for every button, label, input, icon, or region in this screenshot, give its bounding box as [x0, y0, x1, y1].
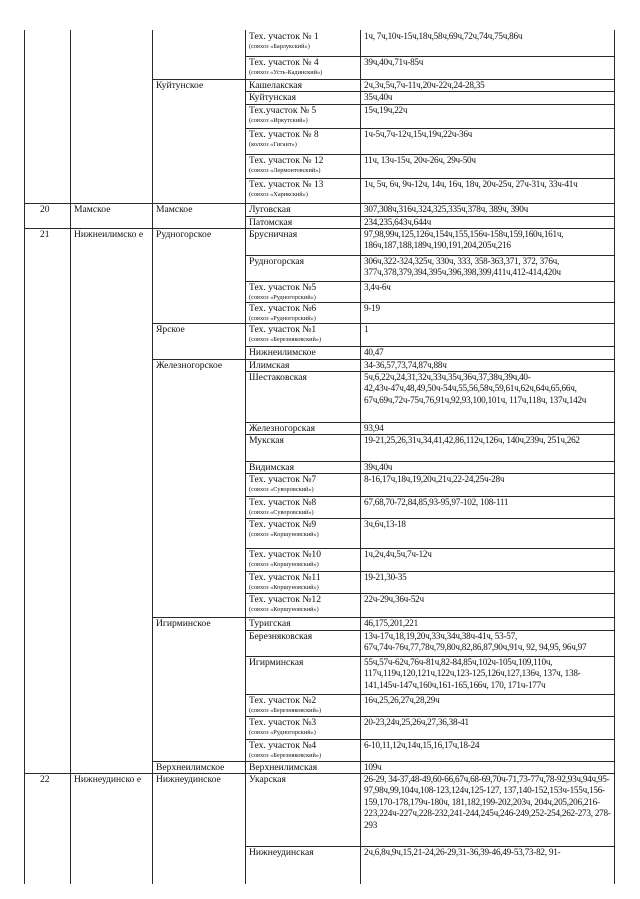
column-border-1	[70, 30, 71, 884]
section-owner-label: (совхоз «Суворовский»)	[249, 509, 314, 516]
section-cell	[249, 229, 358, 241]
quarters-list: 46,175,201,221	[364, 618, 418, 628]
district-name: Мамское	[74, 204, 111, 215]
section-cell	[249, 217, 358, 229]
section-cell	[249, 618, 358, 630]
section-name: Видимская	[249, 462, 295, 473]
section-owner-label: (совхоз «Рудногорский»)	[249, 294, 316, 301]
quarters-list: 55ч,57ч-62ч,76ч-81ч,82-84,85ч,102ч-105ч,109,110ч, 117ч,119ч,120,121ч,122ч,123-125,126ч,127,136ч, 137ч, 138-141,145ч-147ч,160ч,161-165,166ч, 170, 171ч-177ч	[364, 657, 581, 690]
section-owner-label: (совхоз «Иркутский»)	[249, 117, 308, 124]
section-cell	[249, 303, 358, 323]
section-name: Тех. участок №5	[249, 282, 317, 293]
section-cell	[249, 92, 358, 104]
quarters-list: 39ч,40ч	[364, 462, 393, 472]
section-owner-label: (совхоз «Суворовский»)	[249, 486, 314, 493]
section-cell	[249, 324, 358, 344]
quarters-list: 1ч-5ч,7ч-12ч,15ч,19ч,22ч-36ч	[364, 129, 473, 139]
section-name: Куйтунская	[249, 92, 297, 103]
section-cell	[249, 657, 358, 669]
quarters-list: 6-10,11,12ч,14ч,15,16,17ч,18-24	[364, 740, 480, 750]
quarters-list: 2ч,6,8ч,9ч,15,21-24,26-29,31-36,39-46,49-53,73-82, 91-	[364, 847, 561, 857]
section-name: Луговская	[249, 204, 291, 215]
section-name: Тех. участок №9	[249, 519, 317, 530]
quarters-list: 13ч-17ч,18,19,20ч,33ч,34ч,38ч-41ч, 53-57, 67ч,74ч-76ч,77,78ч,79,80ч,82,86,87,90ч,91ч, 92, 94,95, 96ч,97	[364, 631, 587, 653]
quarters-list: 34-36,57,73,74,87ч,88ч	[364, 360, 447, 370]
quarters-list: 1ч, 5ч, 6ч, 9ч-12ч, 14ч, 16ч, 18ч, 20ч-25ч, 27ч-31ч, 33ч-41ч	[364, 179, 578, 189]
quarters-list: 306ч,322-324,325ч, 330ч, 333, 358-363,371, 372, 376ч, 377ч,378,379,394,395ч,396,398,399,411ч,412-414,420ч	[364, 256, 561, 278]
section-owner-label: (совхоз «Коршуновский»)	[249, 531, 319, 538]
section-cell	[249, 594, 358, 614]
section-name: Тех. участок №4	[249, 740, 317, 751]
section-name: Тех. участок № 1	[249, 31, 319, 42]
section-cell	[249, 435, 358, 447]
column-border-3	[245, 30, 246, 884]
section-cell	[249, 474, 358, 494]
quarters-list: 26-29, 34-37,48-49,60-66,67ч,68-69,70ч-71,73-77ч,78-92,93ч,94ч,95-97,98ч,99,104ч,108-123,124ч,125-127, 137,140-152,153ч-155ч,156-159,170-178,179ч-180ч, 181,182,199-202,203ч, 204ч,205,206,216-223,224ч-227ч,228-232,241-244,245ч,246-249,252-254,262-273, 278-293	[364, 774, 611, 830]
forestry-name: Верхнеилимское	[156, 762, 225, 773]
forestry-name: Игирминское	[156, 618, 211, 629]
section-owner-label: (совхоз «Коршуновский»)	[249, 606, 319, 613]
column-border-4	[360, 30, 361, 884]
section-owner-label: (колхоз «Гигант»)	[249, 141, 297, 148]
section-cell	[249, 572, 358, 592]
section-cell	[249, 80, 358, 92]
quarters-list: 8-16,17ч,18ч,19,20ч,21ч,22-24,25ч-28ч	[364, 474, 505, 484]
section-name: Нижнеилимское	[249, 347, 316, 358]
section-cell	[249, 695, 358, 715]
section-cell	[249, 847, 358, 859]
section-owner-label: (совхоз «Березняковский»)	[249, 752, 322, 759]
section-name: Тех. участок №2	[249, 695, 317, 706]
section-cell	[249, 347, 358, 359]
forestry-name: Ярское	[156, 324, 185, 335]
section-cell	[249, 256, 358, 268]
forestry-name: Нижнеудинское	[156, 774, 221, 785]
section-name: Тех. участок №8	[249, 497, 317, 508]
section-name: Березняковская	[249, 631, 313, 642]
section-owner-label: (совхоз «Рудногорский»)	[249, 729, 316, 736]
district-number: 22	[40, 774, 50, 785]
section-owner-label: (совхоз «Коршуновский»)	[249, 561, 319, 568]
section-name: Тех. участок №7	[249, 474, 317, 485]
quarters-list: 67,68,70-72,84,85,93-95,97-102, 108-111	[364, 497, 509, 507]
section-name: Железногорская	[249, 423, 315, 434]
forestry-name: Куйтунское	[156, 80, 204, 91]
section-owner-label: (совхоз «Коршуновский»)	[249, 584, 319, 591]
district-number: 21	[40, 229, 50, 240]
section-cell	[249, 282, 358, 302]
section-cell	[249, 423, 358, 435]
quarters-list: 9-19	[364, 303, 380, 313]
section-name: Илимская	[249, 360, 290, 371]
section-name: Тех. участок № 8	[249, 129, 319, 140]
section-owner-label: (совхоз «Березняковский»)	[249, 336, 322, 343]
quarters-list: 1ч,2ч,4ч,5ч,7ч-12ч	[364, 549, 432, 559]
forestry-name: Железногорское	[156, 360, 223, 371]
section-name: Брусничная	[249, 229, 298, 240]
section-name: Тех. участок №11	[249, 572, 321, 583]
section-cell	[249, 497, 358, 517]
section-name: Шестаковская	[249, 372, 307, 383]
section-cell	[249, 57, 358, 77]
quarters-list: 3ч,6ч,13-18	[364, 519, 406, 529]
district-name: Нижнеудинско е	[74, 774, 142, 785]
district-number: 20	[40, 204, 50, 215]
quarters-list: 11ч, 13ч-15ч, 20ч-26ч, 29ч-50ч	[364, 155, 476, 165]
section-name: Тех. участок № 4	[249, 57, 319, 68]
quarters-list: 16ч,25,26,27ч,28,29ч	[364, 695, 440, 705]
section-name: Укарская	[249, 774, 286, 785]
section-owner-label: (совхоз «Барлукский»)	[249, 43, 310, 50]
quarters-list: 1	[364, 324, 369, 334]
section-cell	[249, 372, 358, 384]
quarters-list: 1ч, 7ч,10ч-15ч,18ч,58ч,69ч,72ч,74ч,75ч,86ч	[364, 31, 523, 41]
section-name: Тех.участок № 5	[249, 105, 317, 116]
quarters-list: 93,94	[364, 423, 384, 433]
section-cell	[249, 774, 358, 786]
column-border-0	[24, 30, 25, 884]
section-name: Кашелакская	[249, 80, 303, 91]
quarters-list: 22ч-29ч,36ч-52ч	[364, 594, 424, 604]
section-cell	[249, 462, 358, 474]
section-name: Тех. участок №1	[249, 324, 317, 335]
column-border-2	[152, 30, 153, 884]
section-name: Тех. участок № 13	[249, 179, 324, 190]
district-name: Нижнеилимско е	[74, 229, 144, 240]
section-name: Тех. участок №3	[249, 717, 317, 728]
forestry-name: Рудногорское	[156, 229, 212, 240]
forestry-name: Мамское	[156, 204, 193, 215]
section-name: Тех. участок № 12	[249, 155, 324, 166]
column-border-5	[614, 30, 615, 884]
section-cell	[249, 360, 358, 372]
section-name: Нижнеудинская	[249, 847, 314, 858]
quarters-list: 19-21,25,26,31ч,34,41,42,86,112ч,126ч, 140ч,239ч, 251ч,262	[364, 435, 580, 445]
section-cell	[249, 631, 358, 643]
section-cell	[249, 129, 358, 149]
section-name: Игирминская	[249, 657, 304, 668]
section-cell	[249, 717, 358, 737]
section-cell	[249, 519, 358, 539]
section-name: Мукская	[249, 435, 284, 446]
section-cell	[249, 549, 358, 569]
section-owner-label: (совхоз «Рудногорский»)	[249, 315, 316, 322]
quarters-list: 40,47	[364, 347, 384, 357]
quarters-list: 19-21,30-35	[364, 572, 407, 582]
section-name: Верхнеилимская	[249, 762, 318, 773]
quarters-list: 15ч,19ч,22ч	[364, 105, 408, 115]
section-owner-label: (совхоз «Харикский»)	[249, 191, 308, 198]
section-cell	[249, 105, 358, 125]
section-name: Туригская	[249, 618, 291, 629]
section-name: Рудногорская	[249, 256, 305, 267]
quarters-list: 35ч,40ч	[364, 92, 393, 102]
section-name: Тех. участок №6	[249, 303, 317, 314]
section-cell	[249, 155, 358, 175]
quarters-list: 109ч	[364, 762, 382, 772]
section-cell	[249, 762, 358, 774]
section-owner-label: (совхоз «Березняковский»)	[249, 707, 322, 714]
quarters-list: 97,98,99ч,125,126ч,154ч,155,156ч-158ч,159,160ч,161ч, 186ч,187,188,189ч,190,191,204,205ч,216	[364, 229, 564, 251]
quarters-list: 307,308ч,316ч,324,325,335ч,378ч, 389ч, 390ч	[364, 204, 528, 214]
quarters-list: 234,235,643ч,644ч	[364, 217, 432, 227]
quarters-list: 2ч,3ч,5ч,7ч-11ч,20ч-22ч,24-28,35	[364, 80, 485, 90]
section-name: Тех. участок №12	[249, 594, 322, 605]
quarters-list: 5ч,6,22ч,24,31,32ч,33ч,35ч,36ч,37,38ч,39ч,40-42,43ч-47ч,48,49,50ч-54ч,55,56,58ч,59,61ч,62ч,64ч,65,66ч, 67ч,69ч,72ч-75ч,76,91ч,92,93,100,101ч, 117ч,118ч, 137ч,142ч	[364, 372, 587, 405]
quarters-list: 3,4ч-6ч	[364, 282, 391, 292]
section-cell	[249, 204, 358, 216]
section-owner-label: (совхоз «Усть-Кадинский»)	[249, 69, 323, 76]
section-owner-label: (совхоз «Лермонтовский»)	[249, 167, 321, 174]
section-cell	[249, 31, 358, 51]
quarters-list: 39ч,40ч,71ч-85ч	[364, 57, 424, 67]
section-name: Тех. участок №10	[249, 549, 322, 560]
quarters-list: 20-23,24ч,25,26ч,27,36,38-41	[364, 717, 469, 727]
section-cell	[249, 179, 358, 199]
section-name: Патомская	[249, 217, 293, 228]
section-cell	[249, 740, 358, 760]
